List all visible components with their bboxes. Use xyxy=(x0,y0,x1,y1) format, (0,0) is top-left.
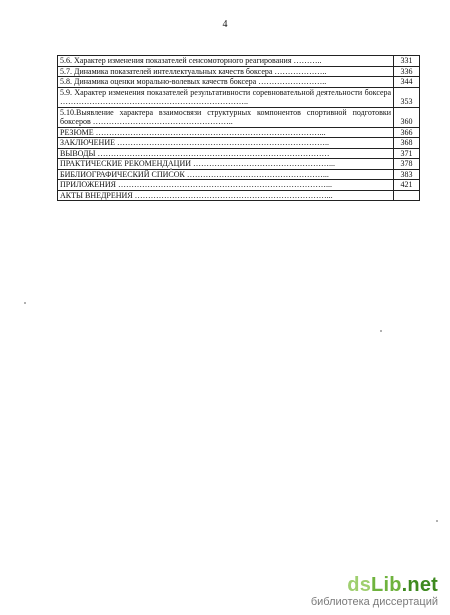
toc-entry-page: 336 xyxy=(394,66,420,77)
toc-row xyxy=(58,190,420,201)
toc-entry-title: АКТЫ ВНЕДРЕНИЯ ………………………………………………………………... xyxy=(58,190,394,201)
logo-part-net: .net xyxy=(401,574,438,596)
toc-entry-title: РЕЗЮМЕ …………………………………………………………………………... xyxy=(58,127,394,138)
toc-row xyxy=(58,180,420,191)
toc-entry-page: 331 xyxy=(394,56,420,67)
toc-entry-title: 5.6. Характер изменения показателей сенсомоторного реагирования ……….. xyxy=(58,56,394,67)
toc-entry-title: 5.7. Динамика показателей интеллектуальных качеств боксера ……………….. xyxy=(58,66,394,77)
toc-entry-page: 353 xyxy=(394,87,420,107)
toc-row xyxy=(58,138,420,149)
toc-entry-page: 421 xyxy=(394,180,420,191)
toc-entry-page: 371 xyxy=(394,148,420,159)
toc-entry-title: 5.10.Выявление характера взаимосвязи структурных компонентов спортивной подготовки боксеров …………………………………………….. xyxy=(58,107,394,127)
toc-row xyxy=(58,127,420,138)
toc-row xyxy=(58,169,420,180)
toc-entry-title: ПРИЛОЖЕНИЯ ……………………………………………………………………... xyxy=(58,180,394,191)
toc-entry-page: 366 xyxy=(394,127,420,138)
toc-row xyxy=(58,107,420,127)
table-of-contents xyxy=(57,55,420,201)
toc-row xyxy=(58,148,420,159)
scan-speck xyxy=(380,330,382,332)
toc-entry-page: 383 xyxy=(394,169,420,180)
toc-entry-title: ЗАКЛЮЧЕНИЕ …………………………………………………………………….. xyxy=(58,138,394,149)
toc-entry-title: БИБЛИОГРАФИЧЕСКИЙ СПИСОК ……………………………………………... xyxy=(58,169,394,180)
toc-row xyxy=(58,77,420,88)
toc-row xyxy=(58,159,420,170)
toc-entry-page xyxy=(394,190,420,201)
scan-speck xyxy=(436,520,438,522)
toc-entry-page: 378 xyxy=(394,159,420,170)
toc-entry-page: 368 xyxy=(394,138,420,149)
toc-row xyxy=(58,87,420,107)
toc-entry-title: ВЫВОДЫ …………………………………………………………………………… xyxy=(58,148,394,159)
toc-entry-page: 360 xyxy=(394,107,420,127)
logo-part-lib: Lib xyxy=(371,574,402,596)
dslib-logo xyxy=(311,574,438,596)
scan-speck xyxy=(170,168,172,170)
toc-row xyxy=(58,56,420,67)
toc-entry-page: 344 xyxy=(394,77,420,88)
toc-entry-title: 5.8. Динамика оценки морально-волевых качеств боксера …………………….. xyxy=(58,77,394,88)
dslib-watermark xyxy=(311,574,438,609)
toc-row xyxy=(58,66,420,77)
scan-speck xyxy=(24,302,26,304)
toc-entry-title: 5.9. Характер изменения показателей результативности соревновательной деятельности боксера …………………………………………………………….. xyxy=(58,87,394,107)
watermark-subtitle: библиотека диссертаций xyxy=(310,596,438,608)
logo-part-ds: ds xyxy=(347,574,372,596)
toc-entry-title: ПРАКТИЧЕСКИЕ РЕКОМЕНДАЦИИ ……………………………………………... xyxy=(58,159,394,170)
page-number: 4 xyxy=(222,19,228,30)
